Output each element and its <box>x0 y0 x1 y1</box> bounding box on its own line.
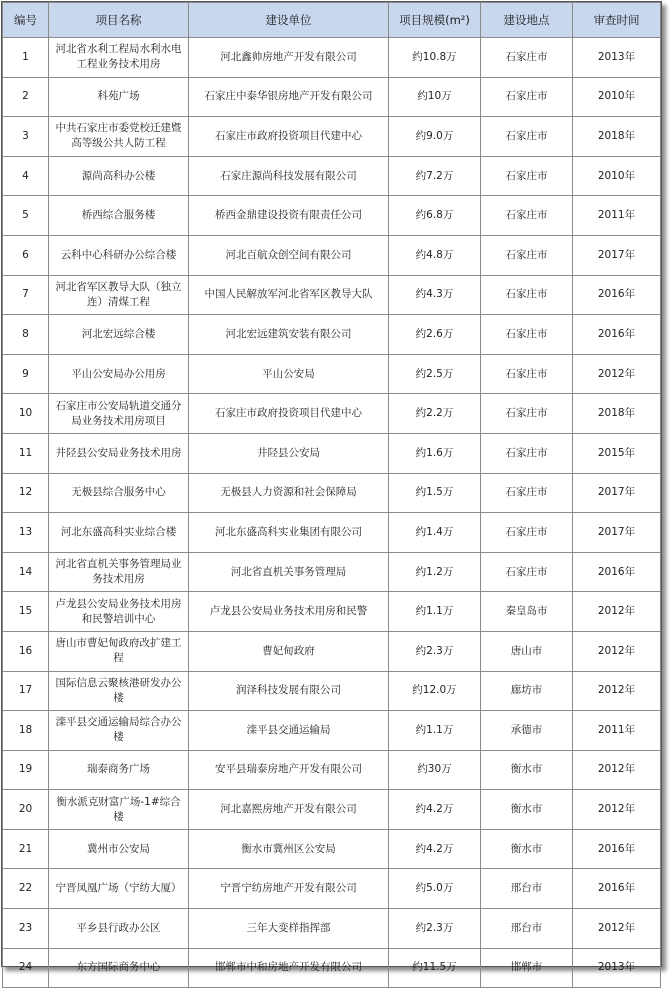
cell-project-name: 石家庄市公安局轨道交通分局业务技术用房项目 <box>49 394 189 434</box>
cell-project-name: 源尚高科办公楼 <box>49 156 189 196</box>
cell-number: 3 <box>3 117 49 157</box>
cell-review-year: 2017年 <box>573 473 661 513</box>
cell-builder: 中国人民解放军河北省军区教导大队 <box>189 275 389 315</box>
cell-number: 8 <box>3 315 49 355</box>
cell-project-name: 瑞泰商务广场 <box>49 750 189 790</box>
cell-number: 19 <box>3 750 49 790</box>
table-row <box>3 473 661 513</box>
cell-review-year: 2016年 <box>573 869 661 909</box>
cell-scale: 约4.2万 <box>389 829 481 869</box>
cell-number: 15 <box>3 592 49 632</box>
cell-location: 衡水市 <box>481 750 573 790</box>
cell-location: 石家庄市 <box>481 196 573 236</box>
cell-scale: 约1.5万 <box>389 473 481 513</box>
cell-location: 廊坊市 <box>481 671 573 711</box>
cell-builder: 河北百航众创空间有限公司 <box>189 235 389 275</box>
cell-project-name: 河北东盛高科实业综合楼 <box>49 513 189 553</box>
cell-scale: 约1.1万 <box>389 711 481 751</box>
cell-scale: 约4.2万 <box>389 790 481 830</box>
cell-builder: 石家庄中泰华银房地产开发有限公司 <box>189 77 389 117</box>
cell-builder: 石家庄市政府投资项目代建中心 <box>189 394 389 434</box>
cell-review-year: 2016年 <box>573 315 661 355</box>
cell-location: 秦皇岛市 <box>481 592 573 632</box>
cell-location: 邢台市 <box>481 909 573 949</box>
cell-scale: 约1.1万 <box>389 592 481 632</box>
cell-location: 石家庄市 <box>481 315 573 355</box>
cell-builder: 井陉县公安局 <box>189 433 389 473</box>
table-row <box>3 433 661 473</box>
cell-scale: 约30万 <box>389 750 481 790</box>
cell-number: 20 <box>3 790 49 830</box>
cell-number: 1 <box>3 38 49 78</box>
cell-number: 9 <box>3 354 49 394</box>
cell-scale: 约7.2万 <box>389 156 481 196</box>
cell-project-name: 科苑广场 <box>49 77 189 117</box>
table-row <box>3 948 661 988</box>
cell-scale: 约2.3万 <box>389 909 481 949</box>
cell-builder: 桥西金鼎建设投资有限责任公司 <box>189 196 389 236</box>
cell-project-name: 河北省直机关事务管理局业务技术用房 <box>49 552 189 592</box>
cell-builder: 河北鑫帅房地产开发有限公司 <box>189 38 389 78</box>
cell-review-year: 2018年 <box>573 394 661 434</box>
table-row <box>3 235 661 275</box>
table-row <box>3 671 661 711</box>
cell-builder: 无极县人力资源和社会保障局 <box>189 473 389 513</box>
cell-scale: 约12.0万 <box>389 671 481 711</box>
header-location: 建设地点 <box>481 3 573 38</box>
cell-scale: 约9.0万 <box>389 117 481 157</box>
cell-review-year: 2012年 <box>573 909 661 949</box>
cell-review-year: 2011年 <box>573 196 661 236</box>
cell-number: 16 <box>3 631 49 671</box>
cell-location: 衡水市 <box>481 790 573 830</box>
cell-review-year: 2016年 <box>573 552 661 592</box>
cell-scale: 约4.3万 <box>389 275 481 315</box>
cell-scale: 约6.8万 <box>389 196 481 236</box>
cell-builder: 滦平县交通运输局 <box>189 711 389 751</box>
table-row <box>3 552 661 592</box>
cell-scale: 约2.3万 <box>389 631 481 671</box>
table-row <box>3 315 661 355</box>
cell-builder: 石家庄市政府投资项目代建中心 <box>189 117 389 157</box>
cell-number: 14 <box>3 552 49 592</box>
cell-review-year: 2012年 <box>573 631 661 671</box>
cell-number: 6 <box>3 235 49 275</box>
cell-project-name: 无极县综合服务中心 <box>49 473 189 513</box>
cell-review-year: 2012年 <box>573 671 661 711</box>
cell-review-year: 2010年 <box>573 156 661 196</box>
cell-scale: 约10万 <box>389 77 481 117</box>
cell-builder: 三年大变样指挥部 <box>189 909 389 949</box>
cell-project-name: 河北省水利工程局水利水电工程业务技术用房 <box>49 38 189 78</box>
cell-number: 7 <box>3 275 49 315</box>
cell-location: 石家庄市 <box>481 473 573 513</box>
cell-review-year: 2012年 <box>573 592 661 632</box>
table-row <box>3 196 661 236</box>
cell-location: 石家庄市 <box>481 354 573 394</box>
cell-review-year: 2012年 <box>573 750 661 790</box>
cell-project-name: 平山公安局办公用房 <box>49 354 189 394</box>
cell-number: 5 <box>3 196 49 236</box>
cell-review-year: 2015年 <box>573 433 661 473</box>
header-row <box>3 3 661 38</box>
cell-builder: 润泽科技发展有限公司 <box>189 671 389 711</box>
cell-scale: 约1.4万 <box>389 513 481 553</box>
cell-project-name: 衡水派克财富广场-1#综合楼 <box>49 790 189 830</box>
table-row <box>3 592 661 632</box>
cell-scale: 约2.5万 <box>389 354 481 394</box>
cell-project-name: 云科中心科研办公综合楼 <box>49 235 189 275</box>
cell-review-year: 2011年 <box>573 711 661 751</box>
table-row <box>3 117 661 157</box>
table-row <box>3 711 661 751</box>
cell-scale: 约11.5万 <box>389 948 481 988</box>
table-row <box>3 750 661 790</box>
cell-builder: 卢龙县公安局业务技术用房和民警 <box>189 592 389 632</box>
cell-location: 石家庄市 <box>481 156 573 196</box>
cell-number: 24 <box>3 948 49 988</box>
cell-scale: 约4.8万 <box>389 235 481 275</box>
cell-number: 22 <box>3 869 49 909</box>
cell-scale: 约10.8万 <box>389 38 481 78</box>
cell-project-name: 唐山市曹妃甸政府改扩建工程 <box>49 631 189 671</box>
cell-number: 21 <box>3 829 49 869</box>
cell-location: 石家庄市 <box>481 38 573 78</box>
cell-project-name: 河北省军区教导大队（独立连）清煤工程 <box>49 275 189 315</box>
cell-location: 衡水市 <box>481 829 573 869</box>
cell-builder: 河北嘉熙房地产开发有限公司 <box>189 790 389 830</box>
cell-scale: 约1.6万 <box>389 433 481 473</box>
cell-project-name: 东方国际商务中心 <box>49 948 189 988</box>
table-row <box>3 829 661 869</box>
cell-builder: 河北东盛高科实业集团有限公司 <box>189 513 389 553</box>
project-table <box>2 2 661 988</box>
cell-project-name: 中共石家庄市委党校迁建暨高等级公共人防工程 <box>49 117 189 157</box>
table-row <box>3 354 661 394</box>
cell-builder: 平山公安局 <box>189 354 389 394</box>
header-number: 编号 <box>3 3 49 38</box>
cell-location: 石家庄市 <box>481 433 573 473</box>
cell-scale: 约2.6万 <box>389 315 481 355</box>
cell-review-year: 2013年 <box>573 948 661 988</box>
cell-review-year: 2016年 <box>573 275 661 315</box>
table-row <box>3 513 661 553</box>
cell-location: 唐山市 <box>481 631 573 671</box>
cell-builder: 曹妃甸政府 <box>189 631 389 671</box>
cell-number: 12 <box>3 473 49 513</box>
cell-builder: 河北省直机关事务管理局 <box>189 552 389 592</box>
cell-review-year: 2012年 <box>573 790 661 830</box>
cell-location: 邢台市 <box>481 869 573 909</box>
cell-review-year: 2012年 <box>573 354 661 394</box>
table-row <box>3 869 661 909</box>
cell-project-name: 平乡县行政办公区 <box>49 909 189 949</box>
cell-number: 11 <box>3 433 49 473</box>
cell-location: 石家庄市 <box>481 117 573 157</box>
cell-project-name: 冀州市公安局 <box>49 829 189 869</box>
table-row <box>3 275 661 315</box>
cell-builder: 河北宏远建筑安装有限公司 <box>189 315 389 355</box>
cell-project-name: 桥西综合服务楼 <box>49 196 189 236</box>
cell-location: 石家庄市 <box>481 235 573 275</box>
cell-location: 石家庄市 <box>481 394 573 434</box>
cell-location: 承德市 <box>481 711 573 751</box>
header-project-name: 项目名称 <box>49 3 189 38</box>
cell-number: 10 <box>3 394 49 434</box>
cell-location: 邯郸市 <box>481 948 573 988</box>
cell-builder: 邯郸市中和房地产开发有限公司 <box>189 948 389 988</box>
cell-review-year: 2016年 <box>573 829 661 869</box>
table-row <box>3 790 661 830</box>
cell-number: 23 <box>3 909 49 949</box>
cell-builder: 衡水市冀州区公安局 <box>189 829 389 869</box>
cell-project-name: 卢龙县公安局业务技术用房和民警培训中心 <box>49 592 189 632</box>
cell-number: 13 <box>3 513 49 553</box>
cell-builder: 宁晋宁纺房地产开发有限公司 <box>189 869 389 909</box>
cell-location: 石家庄市 <box>481 275 573 315</box>
cell-review-year: 2010年 <box>573 77 661 117</box>
cell-location: 石家庄市 <box>481 77 573 117</box>
table-row <box>3 38 661 78</box>
cell-location: 石家庄市 <box>481 513 573 553</box>
cell-builder: 石家庄源尚科技发展有限公司 <box>189 156 389 196</box>
cell-number: 2 <box>3 77 49 117</box>
cell-project-name: 宁晋凤凰广场（宁纺大厦） <box>49 869 189 909</box>
cell-project-name: 滦平县交通运输局综合办公楼 <box>49 711 189 751</box>
table-frame <box>1 1 662 974</box>
cell-number: 18 <box>3 711 49 751</box>
cell-location: 石家庄市 <box>481 552 573 592</box>
header-review-year: 审查时间 <box>573 3 661 38</box>
cell-review-year: 2017年 <box>573 513 661 553</box>
table-row <box>3 156 661 196</box>
header-builder: 建设单位 <box>189 3 389 38</box>
table-row <box>3 631 661 671</box>
cell-project-name: 国际信息云聚核港研发办公楼 <box>49 671 189 711</box>
cell-number: 4 <box>3 156 49 196</box>
cell-builder: 安平县瑞泰房地产开发有限公司 <box>189 750 389 790</box>
cell-review-year: 2013年 <box>573 38 661 78</box>
cell-number: 17 <box>3 671 49 711</box>
cell-project-name: 井陉县公安局业务技术用房 <box>49 433 189 473</box>
table-row <box>3 909 661 949</box>
cell-scale: 约2.2万 <box>389 394 481 434</box>
cell-scale: 约1.2万 <box>389 552 481 592</box>
cell-review-year: 2018年 <box>573 117 661 157</box>
header-scale: 项目规模(m²) <box>389 3 481 38</box>
cell-scale: 约5.0万 <box>389 869 481 909</box>
cell-project-name: 河北宏远综合楼 <box>49 315 189 355</box>
table-row <box>3 394 661 434</box>
table-row <box>3 77 661 117</box>
cell-review-year: 2017年 <box>573 235 661 275</box>
